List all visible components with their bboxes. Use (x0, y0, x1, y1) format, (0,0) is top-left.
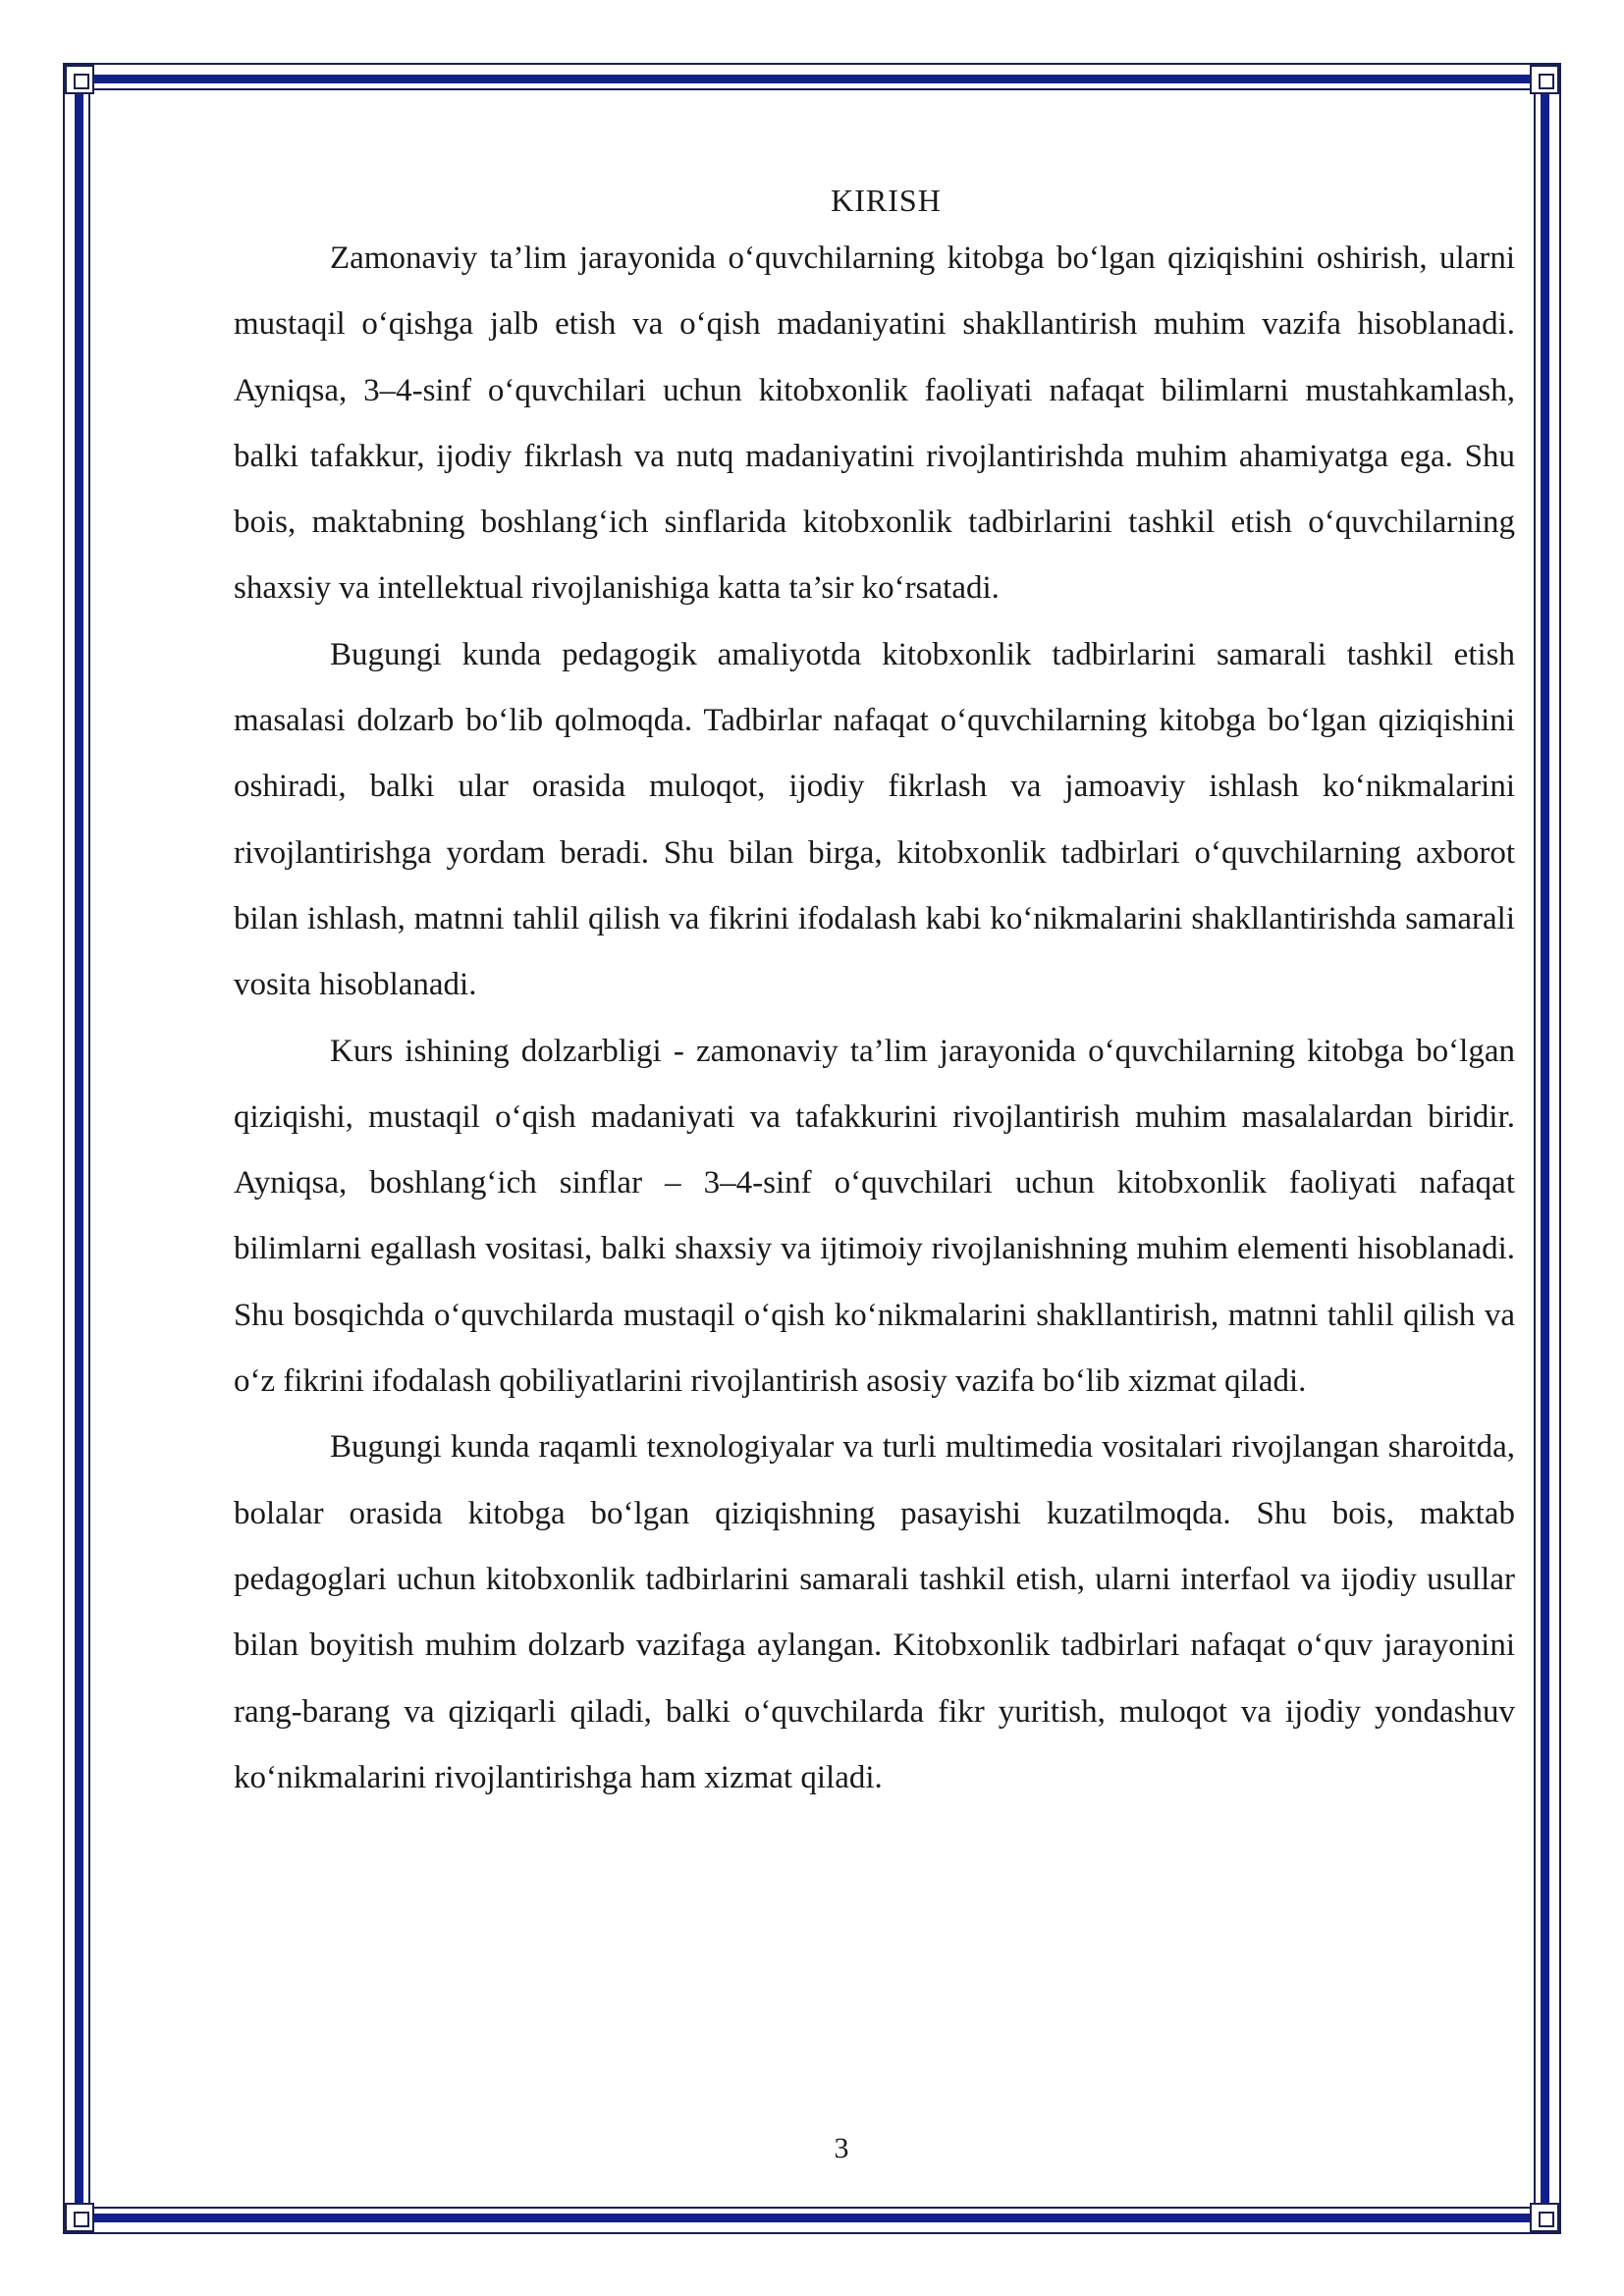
page-number: 3 (834, 2132, 849, 2164)
page-body (234, 175, 1515, 1811)
frame-corner-ornament (65, 2203, 94, 2232)
paragraph-3: Kurs ishining dolzarbligi - zamonaviy ta’lim jarayonida o‘quvchilarning kitobga bo‘lgan qiziqishi, mustaqil o‘qish madaniyati va tafakkurini rivojlantirish muhim masalalardan biridir. Ayniqsa, boshlang‘ich sinflar – 3–4-sinf o‘quvchilari uchun kitobxonlik faoliyati nafaqat bilimlarni egallash vositasi, balki shaxsiy va ijtimoiy rivojlanishning muhim elementi hisoblanadi. Shu bosqichda o‘quvchilarda mustaqil o‘qish ko‘nikmalarini shakllantirish, matnni tahlil qilish va o‘z fikrini ifodalash qobiliyatlarini rivojlantirish asosiy vazifa bo‘lib xizmat qiladi. (234, 1033, 1515, 1400)
frame-corner-ornament (1530, 2203, 1559, 2232)
paragraph-1: Zamonaviy ta’lim jarayonida o‘quvchilarning kitobga bo‘lgan qiziqishini oshirish, ularni mustaqil o‘qishga jalb etish va o‘qish madaniyatini shakllantirish muhim vazifa hisoblanadi. Ayniqsa, 3–4-sinf o‘quvchilari uchun kitobxonlik faoliyati nafaqat bilimlarni mustahkamlash, balki tafakkur, ijodiy fikrlash va nutq madaniyatini rivojlantirishda muhim ahamiyatga ega. Shu bois, maktabning boshlang‘ich sinflarida kitobxonlik tadbirlarini tashkil etish o‘quvchilarning shaxsiy va intellektual rivojlanishiga katta ta’sir ko‘rsatadi. (234, 240, 1515, 607)
paragraph-2: Bugungi kunda pedagogik amaliyotda kitobxonlik tadbirlarini samarali tashkil etish masalasi dolzarb bo‘lib qolmoqda. Tadbirlar nafaqat o‘quvchilarning kitobga bo‘lgan qiziqishini oshiradi, balki ular orasida muloqot, ijodiy fikrlash va jamoaviy ishlash ko‘nikmalarini rivojlantirishga yordam beradi. Shu bilan birga, kitobxonlik tadbirlari o‘quvchilarning axborot bilan ishlash, matnni tahlil qilish va fikrini ifodalash kabi ko‘nikmalarini shakllantirishda samarali vosita hisoblanadi. (234, 636, 1515, 1003)
section-heading: KIRISH (831, 183, 942, 218)
paragraph-4: Bugungi kunda raqamli texnologiyalar va turli multimedia vositalari rivojlangan sharoitda, bolalar orasida kitobga bo‘lgan qiziqishning pasayishi kuzatilmoqda. Shu bois, maktab pedagoglari uchun kitobxonlik tadbirlarini samarali tashkil etish, ularni interfaol va ijodiy usullar bilan boyitish muhim dolzarb vazifaga aylangan. Kitobxonlik tadbirlari nafaqat o‘quv jarayonini rang-barang va qiziqarli qiladi, balki o‘quvchilarda fikr yuritish, muloqot va ijodiy yondashuv ko‘nikmalarini rivojlantirishga ham xizmat qiladi. (234, 1429, 1515, 1795)
frame-corner-ornament (65, 65, 94, 94)
frame-corner-ornament (1530, 65, 1559, 94)
